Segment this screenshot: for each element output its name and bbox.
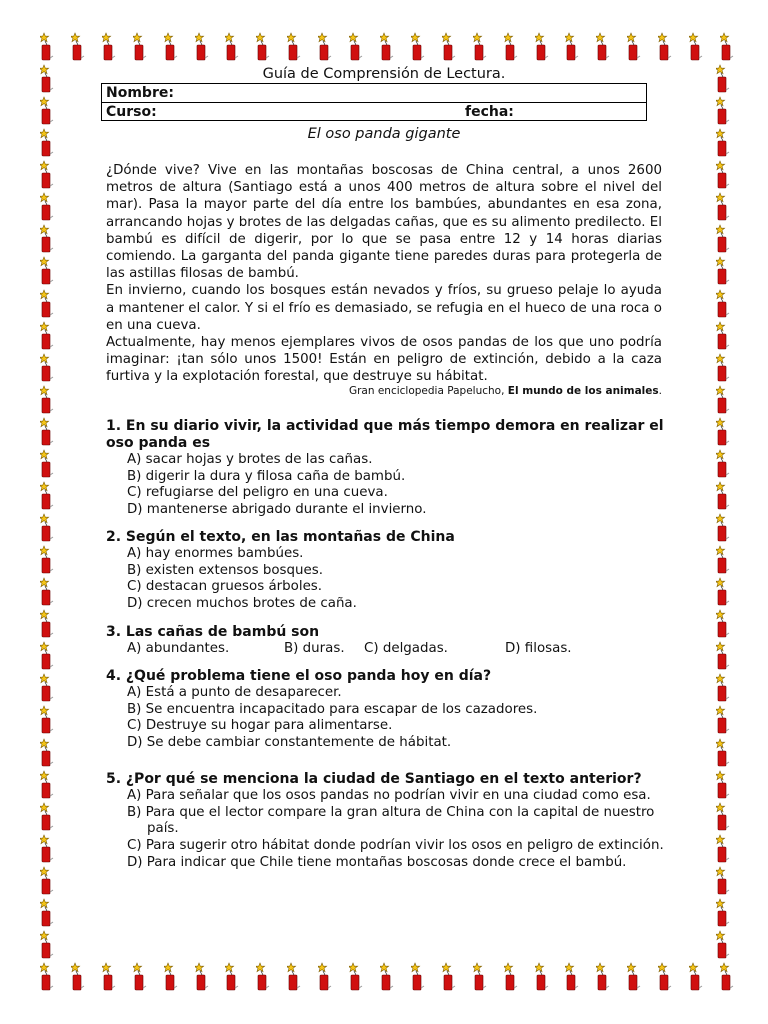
question-3: [106, 624, 668, 658]
candle-icon: [716, 321, 730, 351]
answer-option: B) digerir la dura y filosa caña de bambú.: [127, 468, 406, 484]
candle-icon: [716, 866, 730, 896]
question-stem: 4. ¿Qué problema tiene el oso panda hoy en día?: [106, 668, 492, 684]
candle-icon: [256, 962, 270, 992]
candle-icon: [40, 866, 54, 896]
answer-option: D) crecen muchos brotes de caña.: [127, 596, 357, 612]
answer-option: D) filosas.: [505, 641, 572, 656]
candle-icon: [40, 802, 54, 832]
candle-icon: [40, 481, 54, 511]
answer-option: C) refugiarse del peligro en una cueva.: [127, 485, 388, 501]
candle-icon: [720, 962, 734, 992]
candle-icon: [287, 32, 301, 62]
answer-option: C) Destruye su hogar para alimentarse.: [127, 718, 393, 734]
candle-icon: [164, 962, 178, 992]
candle-icon: [318, 32, 332, 62]
page-title: Guía de Comprensión de Lectura.: [262, 66, 506, 82]
candle-icon: [473, 32, 487, 62]
question-stem: 2. Según el texto, en las montañas de China: [106, 529, 455, 545]
candle-icon: [627, 962, 641, 992]
answer-option: B) duras.: [284, 641, 345, 656]
candle-icon: [716, 545, 730, 575]
candle-icon: [565, 962, 579, 992]
course-label: Curso:: [106, 104, 157, 120]
candle-icon: [225, 32, 239, 62]
candle-icon: [195, 32, 209, 62]
answer-option: C) delgadas.: [364, 641, 448, 656]
candle-icon: [40, 545, 54, 575]
candle-icon: [716, 770, 730, 800]
candle-icon: [411, 32, 425, 62]
candle-icon: [40, 289, 54, 319]
answer-option: A) Está a punto de desaparecer.: [127, 685, 342, 700]
candle-icon: [689, 32, 703, 62]
source-book-title: El mundo de los animales: [507, 385, 659, 397]
candle-icon: [716, 96, 730, 126]
candle-icon: [504, 962, 518, 992]
inline-options: [106, 641, 668, 658]
candle-icon: [716, 609, 730, 639]
candle-icon: [133, 32, 147, 62]
candle-icon: [716, 256, 730, 286]
reading-passage: [106, 162, 662, 386]
candle-icon: [287, 962, 301, 992]
candle-icon: [40, 641, 54, 671]
answer-option: B) Se encuentra incapacitado para escapar de los cazadores.: [127, 701, 538, 717]
candle-icon: [40, 96, 54, 126]
source-suffix: .: [658, 385, 662, 397]
candle-icon: [716, 834, 730, 864]
candle-icon: [716, 353, 730, 383]
candle-icon: [716, 577, 730, 607]
candle-icon: [689, 962, 703, 992]
answer-option: A) hay enormes bambúes.: [127, 546, 304, 561]
candle-icon: [40, 609, 54, 639]
candle-icon: [256, 32, 270, 62]
source-prefix: Gran enciclopedia Papelucho,: [348, 385, 508, 397]
candle-icon: [40, 160, 54, 190]
candle-icon: [40, 224, 54, 254]
candle-icon: [720, 32, 734, 62]
candle-icon: [658, 962, 672, 992]
candle-icon: [716, 802, 730, 832]
question-stem: 3. Las cañas de bambú son: [106, 624, 320, 640]
candle-icon: [40, 321, 54, 351]
question-5: [106, 771, 668, 872]
candle-icon: [380, 962, 394, 992]
candle-icon: [164, 32, 178, 62]
name-row: [102, 84, 646, 103]
candle-icon: [133, 962, 147, 992]
candle-icon: [716, 417, 730, 447]
candle-icon: [716, 513, 730, 543]
candle-icon: [658, 32, 672, 62]
candle-icon: [40, 417, 54, 447]
candle-icon: [716, 385, 730, 415]
answer-option: A) Para señalar que los osos pandas no podrían vivir en una ciudad como esa.: [127, 788, 651, 803]
question-2: [106, 529, 668, 613]
candle-icon: [40, 738, 54, 768]
question-stem: 5. ¿Por qué se menciona la ciudad de Santiago en el texto anterior?: [106, 771, 642, 787]
candle-icon: [40, 705, 54, 735]
candle-icon: [40, 577, 54, 607]
course-row: [102, 103, 646, 121]
answer-option: D) mantenerse abrigado durante el invierno.: [127, 502, 427, 518]
candle-icon: [71, 962, 85, 992]
answer-option: D) Para indicar que Chile tiene montañas boscosas donde crece el bambú.: [127, 854, 627, 870]
candle-icon: [535, 32, 549, 62]
candle-icon: [40, 32, 54, 62]
answer-option: C) destacan gruesos árboles.: [127, 579, 323, 595]
question-1: [106, 418, 668, 519]
candle-icon: [565, 32, 579, 62]
candle-icon: [716, 705, 730, 735]
passage-paragraph: Actualmente, hay menos ejemplares vivos de osos pandas de los que uno podría imaginar: ¡tan sólo unos 1500! Están en peligro de extinción, debido a la caza furtiva y la explotación forestal, que destruye su hábitat.: [106, 335, 662, 385]
answer-option: B) existen extensos bosques.: [127, 562, 323, 578]
answer-option: D) Se debe cambiar constantemente de hábitat.: [127, 735, 452, 751]
candle-icon: [40, 770, 54, 800]
candle-icon: [349, 32, 363, 62]
candle-icon: [40, 673, 54, 703]
candle-icon: [596, 32, 610, 62]
candle-icon: [716, 224, 730, 254]
question-stem: 1. En su diario vivir, la actividad que más tiempo demora en realizar el oso panda es: [106, 418, 664, 451]
candle-icon: [411, 962, 425, 992]
passage-paragraph: En invierno, cuando los bosques están nevados y fríos, su grueso pelaje lo ayuda a mantener el calor. Y si el frío es demasiado, se refugia en el hueco de una roca o en una cueva.: [106, 283, 662, 333]
candle-icon: [504, 32, 518, 62]
candle-icon: [40, 353, 54, 383]
answer-option: A) sacar hojas y brotes de las cañas.: [127, 452, 373, 467]
candle-icon: [40, 962, 54, 992]
candle-icon: [380, 32, 394, 62]
candle-icon: [40, 192, 54, 222]
candle-icon: [716, 160, 730, 190]
answer-option: A) abundantes.: [127, 641, 230, 656]
candle-icon: [40, 256, 54, 286]
candle-icon: [535, 962, 549, 992]
answer-option: B) Para que el lector compare la gran altura de China con la capital de nuestro país.: [127, 804, 655, 837]
question-4: [106, 668, 668, 752]
candle-icon: [225, 962, 239, 992]
candle-icon: [716, 449, 730, 479]
candle-icon: [627, 32, 641, 62]
candle-icon: [40, 930, 54, 960]
candle-icon: [473, 962, 487, 992]
candle-icon: [716, 289, 730, 319]
candle-icon: [40, 834, 54, 864]
candle-icon: [716, 898, 730, 928]
candle-icon: [40, 449, 54, 479]
source-citation: [106, 385, 662, 397]
candle-icon: [349, 962, 363, 992]
candle-icon: [102, 962, 116, 992]
candle-icon: [40, 385, 54, 415]
answer-option: C) Para sugerir otro hábitat donde podrían vivir los osos en peligro de extinción.: [127, 838, 664, 854]
passage-paragraph: ¿Dónde vive? Vive en las montañas boscosas de China central, a unos 2600 metros de altura (Santiago está a unos 400 metros de altura sobre el nivel del mar). Pasa la mayor parte del día entre los bambúes, abundantes en esa zona, arrancando hojas y brotes de las delgadas cañas, que es su alimento predilecto. El bambú es difícil de digerir, por lo que se pasa entre 12 y 14 horas diarias comiendo. La garganta del panda gigante tiene paredes duras para protegerla de las astillas filosas de bambú.: [106, 163, 662, 282]
candle-icon: [40, 513, 54, 543]
candle-icon: [716, 673, 730, 703]
candle-icon: [318, 962, 332, 992]
candle-icon: [442, 32, 456, 62]
candle-icon: [716, 738, 730, 768]
student-info-box: [101, 83, 647, 121]
name-label: Nombre:: [106, 85, 174, 101]
candle-icon: [102, 32, 116, 62]
candle-icon: [71, 32, 85, 62]
candle-icon: [716, 930, 730, 960]
date-label: fecha:: [465, 104, 514, 120]
story-title: El oso panda gigante: [307, 126, 461, 142]
candle-icon: [442, 962, 456, 992]
candle-icon: [596, 962, 610, 992]
candle-icon: [716, 192, 730, 222]
candle-icon: [195, 962, 209, 992]
candle-icon: [40, 898, 54, 928]
candle-icon: [716, 481, 730, 511]
candle-icon: [716, 641, 730, 671]
